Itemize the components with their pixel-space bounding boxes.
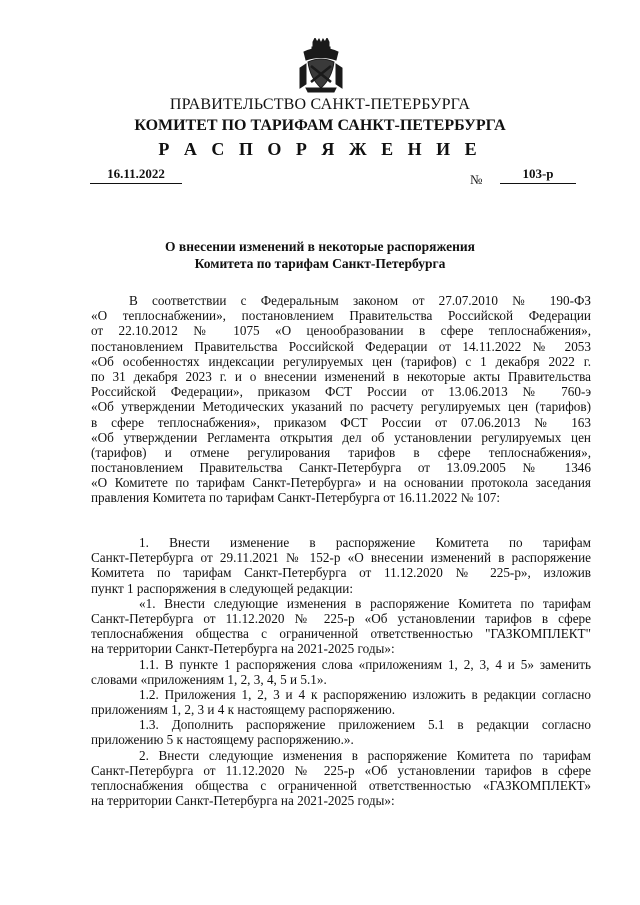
text-line: «Об утверждении Методических указаний по расчету регулируемых цен (тарифов) [91, 399, 591, 415]
text-line: 2. Внести следующие изменения в распоряжение Комитета по тарифам [139, 747, 591, 763]
text-line: Санкт-Петербурга от 29.11.2021 № 152-р «О внесении изменений в распоряжение [91, 550, 591, 566]
document-title-line: О внесении изменений в некоторые распоряжения [165, 239, 475, 254]
document-title-line: Комитета по тарифам Санкт-Петербурга [194, 256, 446, 271]
text-line: (тарифов) и отмене регулирования тарифов в сфере теплоснабжения», [91, 444, 591, 460]
text-line: В соответствии с Федеральным законом от 27.07.2010 № 190-ФЗ [129, 293, 591, 308]
text-line: приложению 5 к настоящему распоряжению.». [91, 732, 354, 748]
text-line: по 31 декабря 2023 г. и о внесении изменений в некоторые акты Правительства [91, 368, 591, 384]
document-date: 16.11.2022 [90, 166, 182, 184]
text-line: теплоснабжения общества с ограниченной ответственностью «ГАЗКОМПЛЕКТ» [91, 778, 591, 793]
coat-of-arms-emblem [298, 38, 344, 94]
text-line: приложениям 1, 2, 3 и 4 к настоящему распоряжению. [91, 702, 396, 718]
text-line: Комитета по тарифам Санкт-Петербурга от 11.12.2020 № 225-р», изложив [91, 565, 591, 581]
government-heading: ПРАВИТЕЛЬСТВО САНКТ-ПЕТЕРБУРГА [169, 96, 471, 113]
text-line: постановлением Правительства Санкт-Петербурга от 13.09.2005 № 1346 [91, 460, 591, 476]
text-line: постановлением Правительства Российской Федерации от 14.11.2022 № 2053 [91, 338, 591, 354]
document-number: 103-р [500, 166, 576, 184]
text-line: «1. Внести следующие изменения в распоряжение Комитета по тарифам [139, 595, 591, 611]
text-line: на территории Санкт-Петербурга на 2021-2025 годы»: [91, 641, 395, 657]
text-line: Санкт-Петербурга от 11.12.2020 № 225-р «Об установлении тарифов в сфере [91, 610, 591, 626]
preamble-paragraph [91, 293, 591, 506]
text-line: пункт 1 распоряжения в следующей редакции: [91, 580, 354, 596]
text-line: 1.3. Дополнить распоряжение приложением 5.1 в редакции согласно [139, 717, 591, 733]
text-line: 1.2. Приложения 1, 2, 3 и 4 к распоряжению изложить в редакции согласно [139, 686, 591, 702]
text-line: «О теплоснабжении», постановлением Правительства Российской Федерации [91, 308, 591, 324]
text-line: Санкт-Петербурга от 11.12.2020 № 225-р «Об установлении тарифов в сфере [91, 762, 591, 778]
text-line: «Об утверждении Регламента открытия дел об установлении регулируемых цен [91, 429, 591, 445]
text-line: 1.1. В пункте 1 распоряжения слова «приложениям 1, 2, 3, 4 и 5» заменить [139, 656, 591, 672]
text-line: правления Комитета по тарифам Санкт-Петербурга от 16.11.2022 № 107: [91, 490, 501, 506]
clauses-section [91, 535, 591, 808]
text-line: теплоснабжения общества с ограниченной ответственностью "ГАЗКОМПЛЕКТ" [91, 626, 591, 642]
text-line: «Об особенностях индексации регулируемых цен (тарифов) с 1 декабря 2022 г. [91, 353, 591, 369]
committee-heading: КОМИТЕТ ПО ТАРИФАМ САНКТ-ПЕТЕРБУРГА [134, 117, 506, 134]
number-label: № [470, 172, 483, 187]
text-line: «О Комитете по тарифам Санкт-Петербурга» и на основании протокола заседания [91, 475, 591, 491]
text-line: в сфере теплоснабжения», приказом ФСТ России от 07.06.2013 № 163 [91, 414, 591, 430]
text-line: от 22.10.2012 № 1075 «О ценообразовании в сфере теплоснабжения», [91, 323, 591, 339]
text-line: Российской Федерации», приказом ФСТ России от 13.06.2013 № 760-э [91, 384, 591, 400]
text-line: 1. Внести изменение в распоряжение Комитета по тарифам [139, 535, 591, 550]
text-line: словами «приложениям 1, 2, 3, 4, 5 и 5.1». [91, 671, 327, 687]
document-type-heading: Р А С П О Р Я Ж Е Н И Е [158, 139, 482, 159]
text-line: на территории Санкт-Петербурга на 2021-2025 годы»: [91, 793, 395, 809]
